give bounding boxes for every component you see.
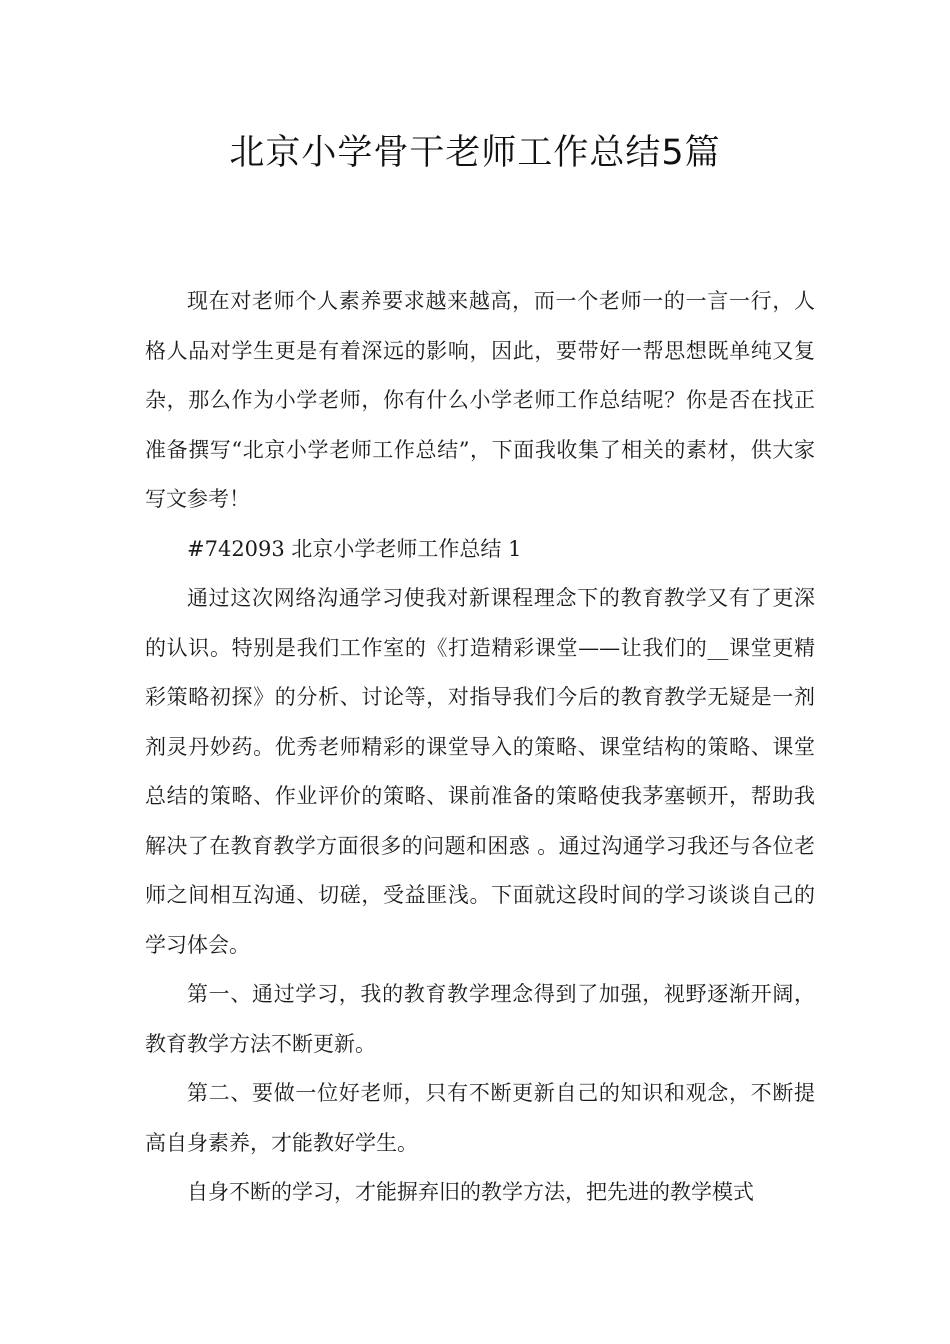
- document-body: [145, 277, 815, 1218]
- intro-paragraph: 现在对老师个人素养要求越来越高，而一个老师一的一言一行，人格人品对学生更是有着深远的影响，因此，要带好一帮思想既单纯又复杂，那么作为小学老师，你有什么小学老师工作总结呢？你是否在找正准备撰写“北京小学老师工作总结”，下面我收集了相关的素材，供大家写文参考！: [145, 289, 815, 511]
- section-heading: #742093 北京小学老师工作总结 1: [187, 536, 522, 561]
- document-title: 北京小学骨干老师工作总结5篇: [229, 133, 721, 173]
- body-paragraph: 自身不断的学习，才能摒弃旧的教学方法，把先进的教学模式: [187, 1180, 754, 1204]
- body-paragraph: 第二、要做一位好老师，只有不断更新自己的知识和观念，不断提高自身素养，才能教好学生。: [145, 1081, 815, 1155]
- body-paragraph: 第一、通过学习，我的教育教学理念得到了加强，视野逐渐开阔，教育教学方法不断更新。: [145, 982, 815, 1056]
- body-paragraph: 通过这次网络沟通学习使我对新课程理念下的教育教学又有了更深的认识。特别是我们工作室的《打造精彩课堂——让我们的__课堂更精彩策略初探》的分析、讨论等，对指导我们今后的教育教学无疑是一剂剂灵丹妙药。优秀老师精彩的课堂导入的策略、课堂结构的策略、课堂总结的策略、作业评价的策略、课前准备的策略使我茅塞顿开，帮助我解决了在教育教学方面很多的问题和困惑 。通过沟通学习我还与各位老师之间相互沟通、切磋，受益匪浅。下面就这段时间的学习谈谈自己的学习体会。: [145, 586, 815, 957]
